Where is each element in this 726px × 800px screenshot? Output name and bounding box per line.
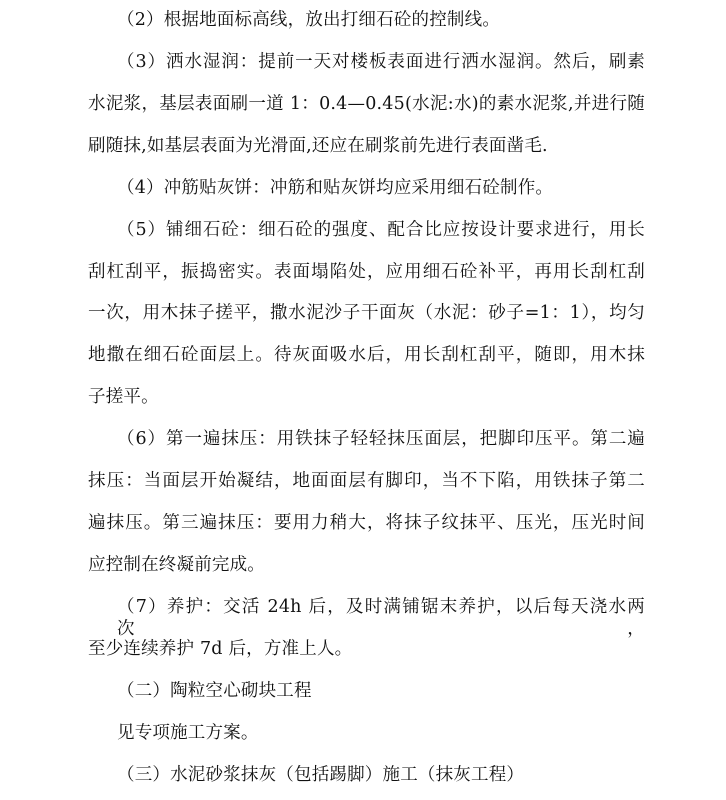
text-line-7: 刮杠刮平，振捣密实。表面塌陷处，应用细石砼补平，再用长刮杠刮 [88, 262, 645, 282]
text-line-18: 见专项施工方案。 [117, 723, 259, 743]
text-line-6: （5）铺细石砼：细石砼的强度、配合比应按设计要求进行，用长 [117, 220, 645, 240]
text-line-5: （4）冲筋贴灰饼：冲筋和贴灰饼均应采用细石砼制作。 [117, 178, 554, 198]
text-line-9: 地撒在细石砼面层上。待灰面吸水后，用长刮杠刮平，随即，用木抹 [88, 345, 645, 365]
text-line-14: 应控制在终凝前完成。 [88, 555, 265, 575]
text-line-4: 刷随抹,如基层表面为光滑面,还应在刷浆前先进行表面凿毛. [88, 136, 548, 156]
section-heading-ceramsite-block: （二）陶粒空心砌块工程 [117, 681, 312, 701]
text-line-12: 抹压：当面层开始凝结，地面面层有脚印，当不下陷，用铁抹子第二 [88, 471, 645, 491]
text-line-2: （3）洒水湿润：提前一天对楼板表面进行洒水湿润。然后，刷素 [117, 52, 645, 72]
section-heading-plastering: （三）水泥砂浆抹灰（包括踢脚）施工（抹灰工程） [117, 765, 525, 785]
text-line-11: （6）第一遍抹压：用铁抹子轻轻抹压面层，把脚印压平。第二遍 [117, 429, 645, 449]
text-line-8: 一次，用木抹子搓平，撒水泥沙子干面灰（水泥：砂子=1：1），均匀 [88, 303, 645, 323]
text-line-16: 至少连续养护 7d 后，方准上人。 [88, 639, 353, 659]
text-line-3: 水泥浆，基层表面刷一道 1：0.4—0.45(水泥:水)的素水泥浆,并进行随 [88, 94, 645, 114]
text-line-10: 子搓平。 [88, 387, 159, 407]
text-line-15: （7）养护：交活 24h 后，及时满铺锯末养护，以后每天浇水两次， [117, 597, 645, 639]
text-line-13: 遍抹压。第三遍抹压：要用力稍大，将抹子纹抹平、压光，压光时间 [88, 513, 645, 533]
text-line-1: （2）根据地面标高线，放出打细石砼的控制线。 [117, 10, 501, 30]
